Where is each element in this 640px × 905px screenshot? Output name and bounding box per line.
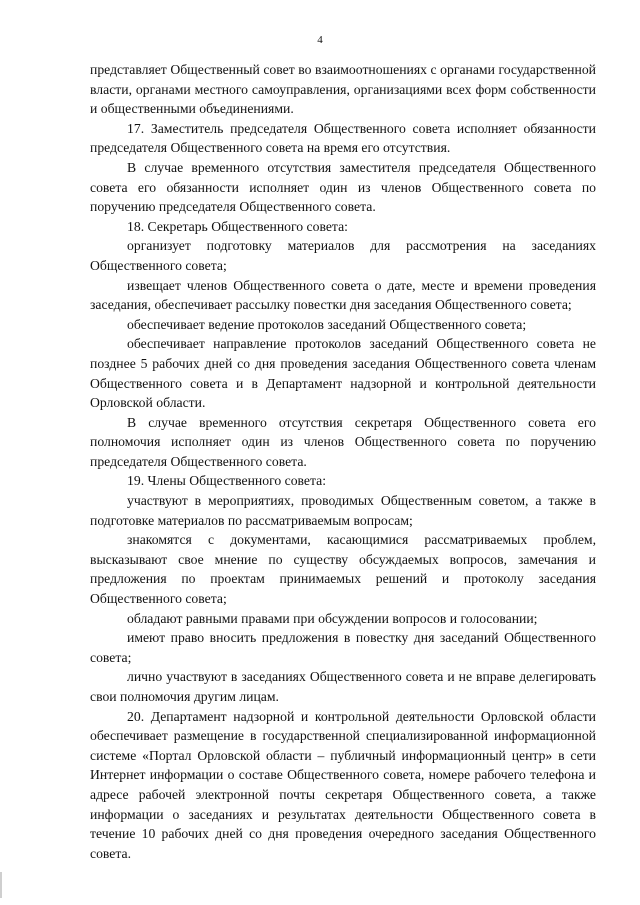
paragraph-18-heading: 18. Секретарь Общественного совета: — [127, 218, 348, 234]
paragraph-18-item-materials: организует подготовку материалов для рассмотрения на заседаниях Общественного совета; — [90, 238, 596, 273]
paragraph-20: 20. Департамент надзорной и контрольной деятельности Орловской области обеспечивает размещение в государственной специализированной информационной системе «Портал Орловской области – публичный информационный центр» в сети Интернет информации о составе Общественного совета, номере рабочего телефона и адресе рабочей электронной почты секретаря Общественного совета, а также информации о заседаниях и результатах деятельности Общественного совета в течение 10 рабочих дней со дня проведения очередного заседания Общественного совета. — [90, 708, 596, 861]
paragraph-19-item-personal: лично участвуют в заседаниях Общественного совета и не вправе делегировать свои полномочия другим лицам. — [90, 669, 596, 704]
paragraph-continuation: представляет Общественный совет во взаимоотношениях с органами государственной власти, органами местного самоуправления, организациями всех форм собственности и общественными объединениями. — [90, 62, 596, 117]
document-body — [90, 60, 596, 863]
paragraph-19-item-documents: знакомятся с документами, касающимися рассматриваемых проблем, высказывают свое мнение по существу обсуждаемых вопросов, замечания и предложения по проектам принимаемых решений и протоколу заседания Общественного совета; — [90, 532, 596, 607]
paragraph-18-item-notify: извещает членов Общественного совета о дате, месте и времени проведения заседания, обеспечивает рассылку повестки дня заседания Общественного совета; — [90, 277, 596, 313]
paragraph-17-deputy-absence: В случае временного отсутствия заместителя председателя Общественного совета его обязанности исполняет один из членов Общественного совета по поручению председателя Общественного совета. — [90, 159, 596, 215]
paragraph-17: 17. Заместитель председателя Общественного совета исполняет обязанности председателя Общественного совета на время его отсутствия. — [90, 120, 596, 156]
paragraph-18-secretary-absence: В случае временного отсутствия секретаря Общественного совета его полномочия исполняет один из членов Общественного совета по поручению председателя Общественного совета. — [90, 414, 596, 469]
paragraph-18-item-minutes: обеспечивает ведение протоколов заседаний Общественного совета; — [127, 316, 527, 332]
paragraph-19-item-equal-rights: обладают равными правами при обсуждении вопросов и голосовании; — [127, 610, 538, 626]
paragraph-19-heading: 19. Члены Общественного совета: — [127, 473, 327, 489]
page-number: 4 — [317, 34, 323, 46]
paragraph-19-item-participate: участвуют в мероприятиях, проводимых Общественным советом, а также в подготовке материалов по рассматриваемым вопросам; — [90, 493, 596, 528]
scan-edge-mark — [0, 872, 2, 898]
paragraph-18-item-send-minutes: обеспечивает направление протоколов заседаний Общественного совета не позднее 5 рабочих дней со дня проведения заседания Общественного совета членам Общественного совета и в Департамент надзорной и контрольной деятельности Орловской области. — [90, 336, 596, 411]
paragraph-19-item-agenda: имеют право вносить предложения в повестку дня заседаний Общественного совета; — [90, 630, 596, 665]
